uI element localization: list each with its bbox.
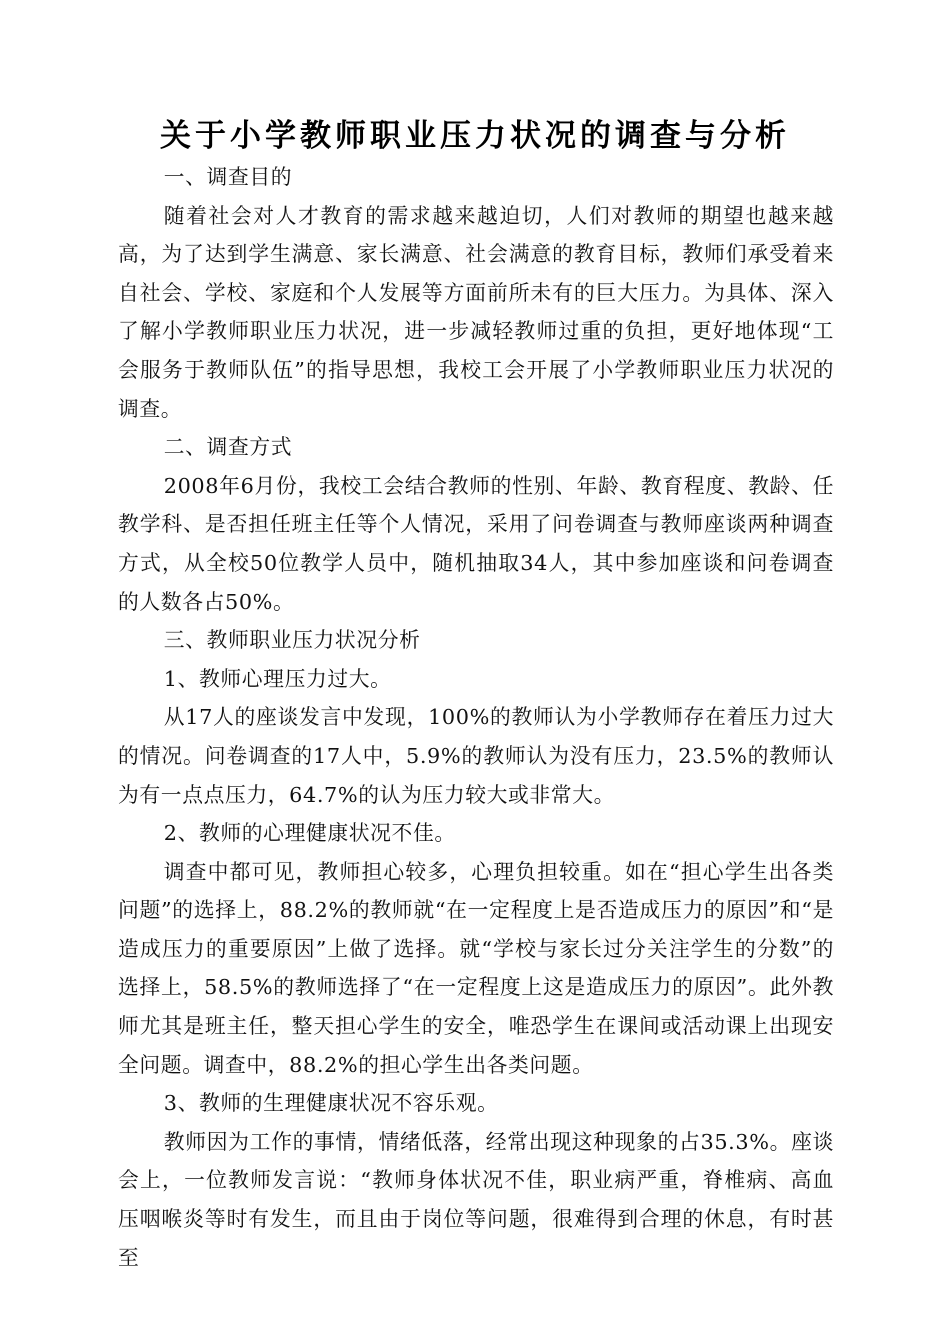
paragraph-psychological-pressure: 从17人的座谈发言中发现，100%的教师认为小学教师存在着压力过大的情况。问卷调查的17人中，5.9%的教师认为没有压力，23.5%的教师认为有一点点压力，64.7%的认为压力较大或非常大。 xyxy=(118,705,834,807)
section-heading-analysis: 三、教师职业压力状况分析 xyxy=(163,628,421,653)
paragraph-physical-health: 教师因为工作的事情，情绪低落，经常出现这种现象的占35.3%。座谈会上，一位教师发言说：“教师身体状况不佳，职业病严重，脊椎病、高血压咽喉炎等时有发生，而且由于岗位等问题，很难得到合理的休息，有时甚至 xyxy=(118,1129,834,1270)
document-title: 关于小学教师职业压力状况的调查与分析 xyxy=(160,118,790,154)
paragraph-method: 2008年6月份，我校工会结合教师的性别、年龄、教育程度、教龄、任教学科、是否担任班主任等个人情况，采用了问卷调查与教师座谈两种调查方式，从全校50位教学人员中，随机抽取34人，其中参加座谈和问卷调查的人数各占50%。 xyxy=(118,473,834,614)
paragraph-purpose: 随着社会对人才教育的需求越来越迫切，人们对教师的期望也越来越高，为了达到学生满意、家长满意、社会满意的教育目标，教师们承受着来自社会、学校、家庭和个人发展等方面前所未有的巨大压力。为具体、深入了解小学教师职业压力状况，进一步减轻教师过重的负担，更好地体现“工会服务于教师队伍”的指导思想，我校工会开展了小学教师职业压力状况的调查。 xyxy=(118,203,834,421)
subheading-psychological-pressure: 1、教师心理压力过大。 xyxy=(163,666,392,691)
subheading-physical-health: 3、教师的生理健康状况不容乐观。 xyxy=(163,1091,499,1116)
subheading-mental-health: 2、教师的心理健康状况不佳。 xyxy=(163,821,456,846)
paragraph-mental-health: 调查中都可见，教师担心较多，心理负担较重。如在“担心学生出各类问题”的选择上，88.2%的教师就“在一定程度上是否造成压力的原因”和“是造成压力的重要原因”上做了选择。就“学校与家长过分关注学生的分数”的选择上，58.5%的教师选择了“在一定程度上这是造成压力的原因”。此外教师尤其是班主任，整天担心学生的安全，唯恐学生在课间或活动课上出现安全问题。调查中，88.2%的担心学生出各类问题。 xyxy=(118,859,834,1077)
section-heading-method: 二、调查方式 xyxy=(163,435,293,460)
section-heading-purpose: 一、调查目的 xyxy=(163,165,293,189)
document-body xyxy=(118,158,834,1277)
